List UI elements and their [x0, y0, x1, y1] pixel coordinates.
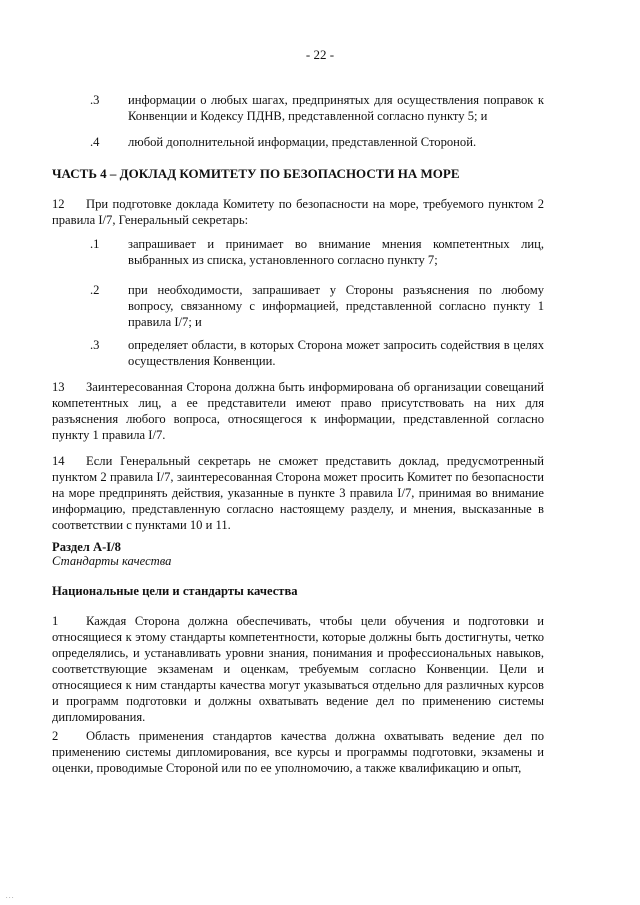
list-item-number: .3: [90, 93, 100, 107]
paragraph-text: Каждая Сторона должна обеспечивать, чтобы цели обучения и подготовки и относящиеся к этому стандарты компетентности, которые должны быть достигнуты, четко определялись, и устанавливать уровни знания, понимания и профессиональных навыков, соответствующие экзаменам и оценкам, требуемым согласно Конвенции. Цели и относящиеся к ним стандарты качества могут указываться отдельно для различных курсов и программ подготовки и должны охватывать ведение дел по применению системы дипломирования.: [52, 614, 544, 724]
paragraph-13: [52, 379, 544, 443]
paragraph-number: 14: [52, 454, 65, 468]
paragraph-number: 2: [52, 729, 59, 743]
scan-mark: . . .: [6, 894, 14, 900]
paragraph-number: 1: [52, 614, 59, 628]
paragraph-1: [52, 613, 544, 725]
list-item-text: информации о любых шагах, предпринятых для осуществления поправок к Конвенции и Кодексу ПДНВ, представленной согласно пункту 5; и: [128, 93, 544, 123]
section-subtitle: Стандарты качества: [52, 554, 172, 568]
paragraph-14: [52, 453, 544, 533]
list-item-text: при необходимости, запрашивает у Стороны разъяснения по любому вопросу, связанному с информацией, представленной согласно пункту 1 правила I/7; и: [128, 283, 544, 329]
page-number: - 22 -: [305, 47, 335, 62]
paragraph-text: Область применения стандартов качества должна охватывать ведение дел по применению системы дипломирования, все курсы и программы подготовки, экзамены и оценки, проводимые Стороной или по ее уполномочию, а также квалификацию и опыт,: [52, 729, 544, 775]
paragraph-number: 12: [52, 197, 65, 211]
list-item-text: определяет области, в которых Сторона может запросить содействия в целях осуществления Конвенции.: [128, 338, 544, 368]
paragraph-text: При подготовке доклада Комитету по безопасности на море, требуемого пунктом 2 правила I/7, Генеральный секретарь:: [52, 197, 544, 227]
list-item-text: любой дополнительной информации, представленной Стороной.: [128, 135, 477, 149]
list-item-number: .3: [90, 338, 100, 352]
section-title: Раздел A-I/8: [52, 540, 121, 554]
paragraph-2: [52, 728, 544, 776]
paragraph-text: Если Генеральный секретарь не сможет представить доклад, предусмотренный пунктом 2 правила I/7, заинтересованная Сторона может просить Комитет по безопасности на море предпринять действия, указанные в пункте 3 правила I/7, принимая во внимание информацию, представленную согласно настоящему разделу, и мнения, высказанные в соответствии с пунктами 10 и 11.: [52, 454, 544, 532]
list-item-text: запрашивает и принимает во внимание мнения компетентных лиц, выбранных из списка, установленного согласно пункту 7;: [128, 237, 544, 267]
list-item-number: .2: [90, 283, 100, 297]
part-heading: ЧАСТЬ 4 – ДОКЛАД КОМИТЕТУ ПО БЕЗОПАСНОСТИ НА МОРЕ: [52, 166, 460, 181]
subheading: Национальные цели и стандарты качества: [52, 584, 298, 598]
list-item-number: .4: [90, 135, 100, 149]
list-item-number: .1: [90, 237, 100, 251]
paragraph-text: Заинтересованная Сторона должна быть информирована об организации совещаний компетентных лиц, а ее представители имеют право присутствовать на них для разъяснения любого вопроса, относящегося к информации, представленной согласно пункту 1 правила I/7.: [52, 380, 544, 442]
paragraph-12: [52, 196, 544, 228]
paragraph-number: 13: [52, 380, 65, 394]
